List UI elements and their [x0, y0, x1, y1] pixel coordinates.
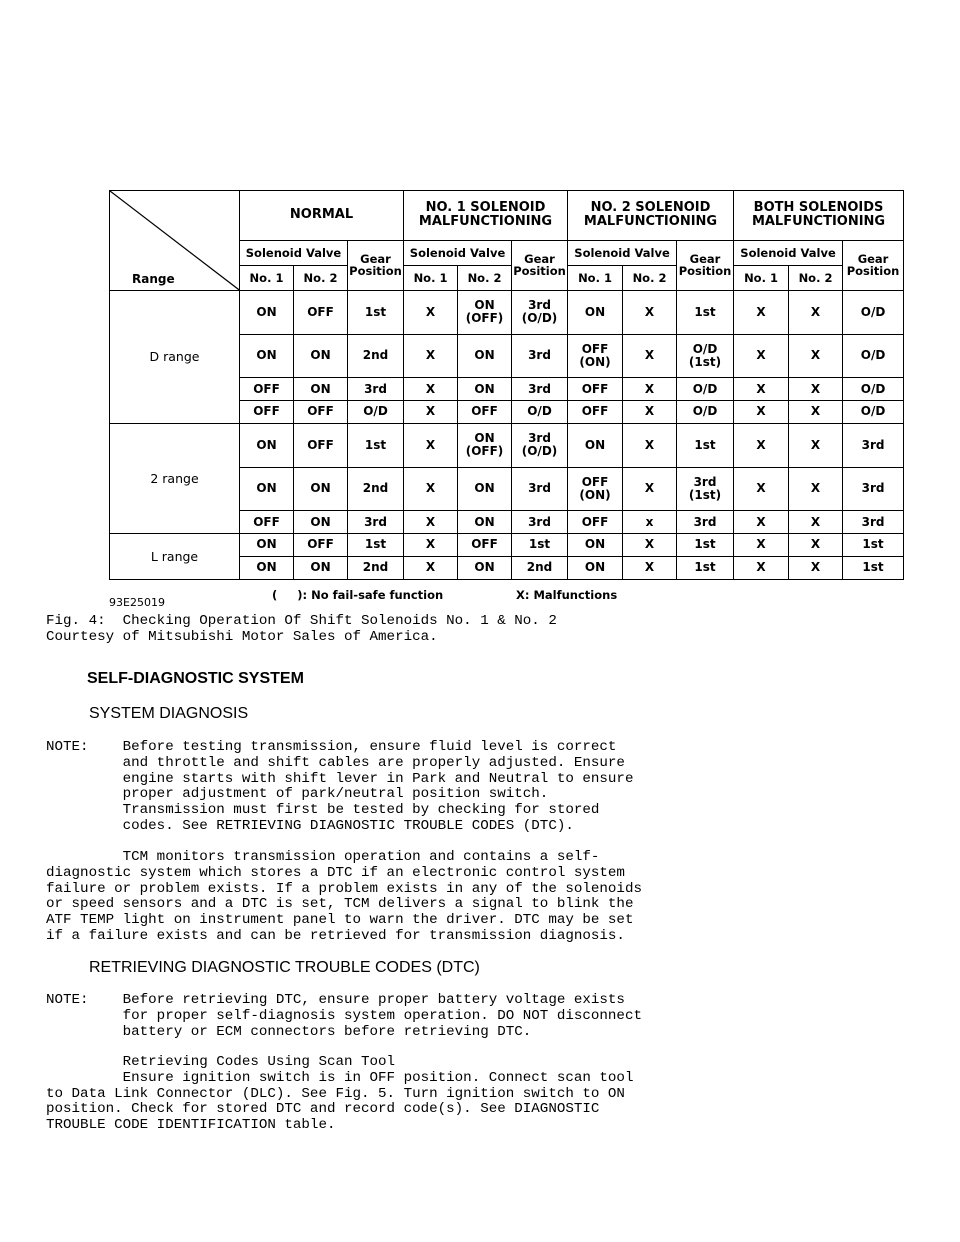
- table-cell: 3rd: [512, 467, 568, 511]
- table-cell: ON: [294, 557, 348, 580]
- table-cell: OFF: [568, 378, 623, 401]
- table-cell: 1st: [843, 557, 904, 580]
- range-header-cell: [110, 191, 240, 291]
- table-cell: O/D: [677, 378, 734, 401]
- table-cell: X: [404, 334, 458, 378]
- table-cell: X: [789, 423, 843, 467]
- group-normal: NORMAL: [240, 191, 404, 241]
- table-cell: ON (OFF): [458, 290, 512, 334]
- table-cell: 1st: [677, 423, 734, 467]
- table-cell: ON: [458, 467, 512, 511]
- group-both-malfunction: BOTH SOLENOIDS MALFUNCTIONING: [734, 191, 904, 241]
- table-cell: ON: [568, 423, 623, 467]
- table-cell: X: [789, 467, 843, 511]
- table-cell: X: [789, 401, 843, 424]
- no1-header: No. 1: [240, 265, 294, 290]
- range-name-cell: 2 range: [110, 423, 240, 533]
- table-cell: 2nd: [348, 334, 404, 378]
- table-cell: 2nd: [512, 557, 568, 580]
- table-cell: X: [789, 534, 843, 557]
- table-cell: 1st: [843, 534, 904, 557]
- table-cell: 1st: [677, 534, 734, 557]
- table-cell: OFF (ON): [568, 334, 623, 378]
- table-cell: X: [789, 511, 843, 534]
- table-cell: X: [734, 334, 789, 378]
- table-cell: 3rd: [348, 378, 404, 401]
- note-paragraph: NOTE: Before testing transmission, ensure fluid level is correct and throttle and shift cables are properly adjusted. Ensure engine starts with shift lever in Park and Neutral to ensure proper adjustment of park/neutral position switch. Transmission must first be tested by checking for stored codes. See RETRIEVING DIAGNOSTIC TROUBLE CODES (DTC).: [46, 739, 634, 834]
- figure-caption: Fig. 4: Checking Operation Of Shift Solenoids No. 1 & No. 2 Courtesy of Mitsubishi Motor Sales of America.: [46, 613, 557, 645]
- table-cell: X: [404, 467, 458, 511]
- table-cell: O/D: [843, 378, 904, 401]
- no2-header: No. 2: [294, 265, 348, 290]
- table-cell: O/D: [677, 401, 734, 424]
- table-cell: 2nd: [348, 557, 404, 580]
- table-cell: X: [789, 290, 843, 334]
- table-cell: ON: [568, 534, 623, 557]
- table-cell: X: [404, 378, 458, 401]
- table-cell: ON: [458, 511, 512, 534]
- table-cell: 3rd: [677, 511, 734, 534]
- no2-header: No. 2: [458, 265, 512, 290]
- table-cell: ON: [240, 334, 294, 378]
- table-cell: OFF: [240, 378, 294, 401]
- table-cell: X: [734, 534, 789, 557]
- table-row: [110, 423, 904, 467]
- table-cell: 1st: [512, 534, 568, 557]
- table-cell: X: [623, 467, 677, 511]
- body-paragraph: TCM monitors transmission operation and contains a self- diagnostic system which stores a DTC if an electronic control system failure or problem exists. If a problem exists in any of the solenoids or speed sensors and a DTC is set, TCM delivers a signal to blink the ATF TEMP light on instrument panel to warn the driver. DTC may be set if a failure exists and can be retrieved for transmission diagnosis.: [46, 849, 642, 944]
- solenoid-valve-header: Solenoid Valve: [240, 240, 348, 265]
- table-cell: 1st: [348, 290, 404, 334]
- table-cell: X: [623, 557, 677, 580]
- no1-header: No. 1: [734, 265, 789, 290]
- gear-position-header: Gear Position: [512, 240, 568, 290]
- table-cell: OFF: [568, 401, 623, 424]
- table-cell: OFF: [294, 290, 348, 334]
- table-cell: O/D: [512, 401, 568, 424]
- table-cell: ON: [458, 557, 512, 580]
- table-cell: X: [404, 290, 458, 334]
- table-cell: 3rd: [843, 511, 904, 534]
- table-cell: X: [623, 334, 677, 378]
- table-cell: ON: [240, 423, 294, 467]
- table-cell: OFF: [240, 511, 294, 534]
- table-cell: OFF: [294, 423, 348, 467]
- table-cell: 3rd: [512, 378, 568, 401]
- table-cell: ON: [294, 511, 348, 534]
- solenoid-valve-header: Solenoid Valve: [404, 240, 512, 265]
- gear-position-header: Gear Position: [843, 240, 904, 290]
- table-cell: ON: [568, 557, 623, 580]
- subsection-heading-retrieving-dtc: RETRIEVING DIAGNOSTIC TROUBLE CODES (DTC): [89, 959, 480, 976]
- table-cell: X: [404, 534, 458, 557]
- table-cell: ON (OFF): [458, 423, 512, 467]
- solenoid-valve-header: Solenoid Valve: [734, 240, 843, 265]
- table-cell: ON: [240, 557, 294, 580]
- table-cell: ON: [240, 290, 294, 334]
- no2-header: No. 2: [623, 265, 677, 290]
- table-row: [110, 534, 904, 557]
- table-cell: ON: [294, 334, 348, 378]
- note-paragraph: NOTE: Before retrieving DTC, ensure proper battery voltage exists for proper self-diagnosis system operation. DO NOT disconnect battery or ECM connectors before retrieving DTC.: [46, 992, 642, 1040]
- table-cell: 3rd: [843, 423, 904, 467]
- group-no2-malfunction: NO. 2 SOLENOID MALFUNCTIONING: [568, 191, 734, 241]
- table-cell: X: [734, 401, 789, 424]
- table-cell: X: [404, 401, 458, 424]
- subsection-heading-system-diagnosis: SYSTEM DIAGNOSIS: [89, 705, 249, 722]
- table-cell: O/D (1st): [677, 334, 734, 378]
- legend-failsafe: ( ): No fail-safe function: [272, 588, 444, 602]
- table-cell: X: [404, 511, 458, 534]
- table-cell: 3rd: [512, 334, 568, 378]
- no1-header: No. 1: [404, 265, 458, 290]
- table-cell: 3rd (O/D): [512, 290, 568, 334]
- table-cell: O/D: [843, 401, 904, 424]
- table-cell: 1st: [677, 557, 734, 580]
- table-row: [110, 290, 904, 334]
- table-cell: X: [789, 378, 843, 401]
- table-cell: ON: [294, 378, 348, 401]
- range-name-cell: L range: [110, 534, 240, 580]
- gear-position-header: Gear Position: [677, 240, 734, 290]
- table-cell: 3rd (O/D): [512, 423, 568, 467]
- no2-header: No. 2: [789, 265, 843, 290]
- no1-header: No. 1: [568, 265, 623, 290]
- range-label: Range: [132, 271, 175, 286]
- table-cell: X: [623, 378, 677, 401]
- table-cell: X: [623, 290, 677, 334]
- table-cell: X: [734, 423, 789, 467]
- table-cell: X: [734, 557, 789, 580]
- table-cell: X: [623, 534, 677, 557]
- table-cell: 2nd: [348, 467, 404, 511]
- table-cell: ON: [568, 290, 623, 334]
- solenoid-operation-table: [109, 190, 904, 580]
- group-no1-malfunction: NO. 1 SOLENOID MALFUNCTIONING: [404, 191, 568, 241]
- table-cell: 3rd (1st): [677, 467, 734, 511]
- table-cell: OFF: [568, 511, 623, 534]
- table-cell: ON: [458, 378, 512, 401]
- table-cell: 1st: [677, 290, 734, 334]
- section-heading-self-diagnostic: SELF-DIAGNOSTIC SYSTEM: [87, 670, 304, 687]
- table-cell: OFF: [458, 534, 512, 557]
- table-cell: ON: [294, 467, 348, 511]
- table-cell: X: [789, 334, 843, 378]
- table-cell: X: [404, 557, 458, 580]
- table-cell: X: [623, 401, 677, 424]
- table-cell: O/D: [843, 334, 904, 378]
- table-cell: X: [404, 423, 458, 467]
- table-cell: ON: [240, 534, 294, 557]
- table-cell: ON: [240, 467, 294, 511]
- table-cell: 3rd: [843, 467, 904, 511]
- table-cell: X: [734, 290, 789, 334]
- table-cell: X: [789, 557, 843, 580]
- range-name-cell: D range: [110, 290, 240, 423]
- table-cell: X: [734, 378, 789, 401]
- table-cell: OFF: [294, 401, 348, 424]
- table-cell: OFF: [458, 401, 512, 424]
- legend-malfunction: X: Malfunctions: [516, 588, 618, 602]
- table-cell: 1st: [348, 534, 404, 557]
- body-paragraph: Retrieving Codes Using Scan Tool Ensure ignition switch is in OFF position. Connect scan tool to Data Link Connector (DLC). See Fig. 5. Turn ignition switch to ON position. Check for stored DTC and record code(s). See DIAGNOSTIC TROUBLE CODE IDENTIFICATION table.: [46, 1054, 634, 1134]
- table-cell: OFF: [240, 401, 294, 424]
- table-cell: O/D: [348, 401, 404, 424]
- table-cell: X: [734, 511, 789, 534]
- table-cell: X: [734, 467, 789, 511]
- table-cell: 3rd: [512, 511, 568, 534]
- table-cell: x: [623, 511, 677, 534]
- table-cell: 1st: [348, 423, 404, 467]
- figure-id: 93E25019: [109, 596, 165, 609]
- gear-position-header: Gear Position: [348, 240, 404, 290]
- table-cell: OFF (ON): [568, 467, 623, 511]
- solenoid-valve-header: Solenoid Valve: [568, 240, 677, 265]
- table-cell: X: [623, 423, 677, 467]
- table-cell: O/D: [843, 290, 904, 334]
- table-cell: 3rd: [348, 511, 404, 534]
- table-cell: ON: [458, 334, 512, 378]
- table-cell: OFF: [294, 534, 348, 557]
